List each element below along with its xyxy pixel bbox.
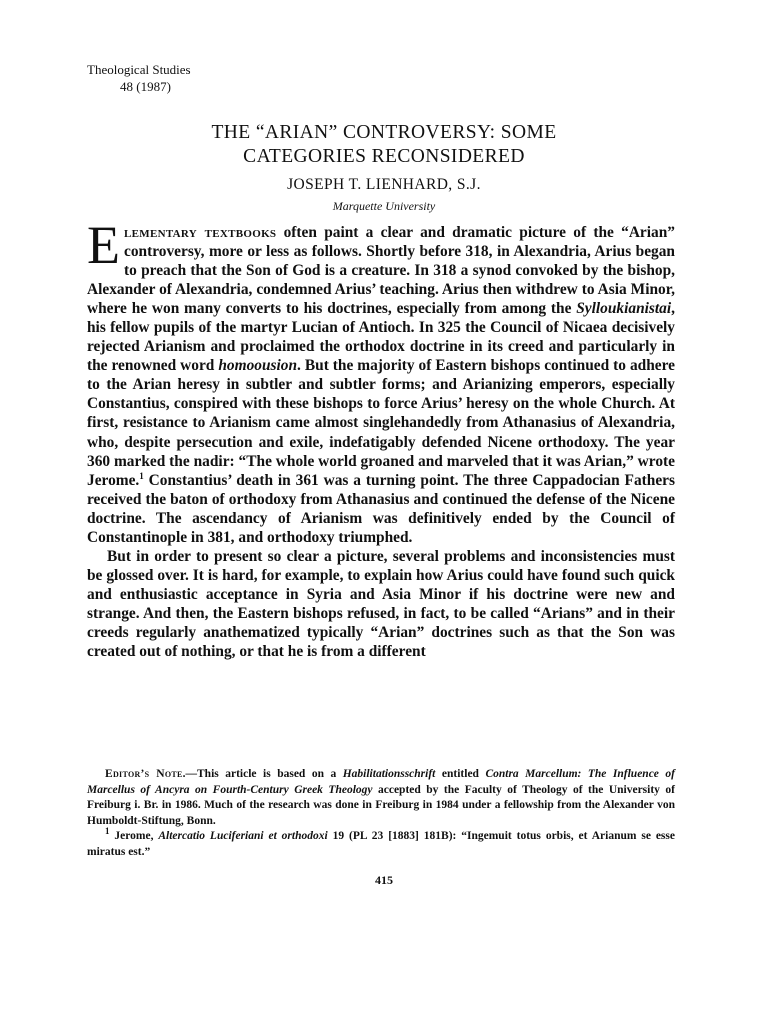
footnote-1-number: 1 [105, 826, 110, 837]
editors-note-text-b: entitled [435, 768, 486, 780]
editors-note-habil: Habilitationsschrift [342, 768, 436, 780]
author-affiliation: Marquette University [332, 199, 436, 213]
footnote-1 [87, 826, 675, 860]
editors-note-label: Editor’s Note [105, 768, 183, 780]
article-title [0, 121, 768, 169]
paragraph-2: But in order to present so clear a picture, several problems and inconsistencies must be glossed over. It is hard, for example, to explain how Arius could have found such quick and enthusiastic acceptance in Syria and Asia Minor if his doctrine were new and strange. And then, the Eastern bishops refused, in fact, to be called “Arians” and in their creeds regularly anathematized typically “Arian” doctrines such as that the Son was created out of nothing, or that he is from a different [87, 547, 675, 661]
footnote-1-work: Altercatio Luciferiani et orthodoxi [158, 830, 328, 842]
editors-note-title: Contra Marcellum: The Influence of Marcellus of Ancyra on Fourth-Century Greek Theology [87, 768, 675, 796]
term-sylloukianistai: Sylloukianistai [576, 300, 672, 318]
journal-name: Theological Studies [87, 62, 191, 77]
title-line-2: CATEGORIES RECONSIDERED [243, 146, 525, 167]
paragraph-1-text-b: , his fellow pupils of the martyr Lucian of Antioch. In 325 the Council of Nicaea decisively rejected Arianism and proclaimed the orthodox doctrine in its creed and particularly in the renowned word [87, 300, 675, 375]
author-name: JOSEPH T. LIENHARD, S.J. [287, 176, 481, 193]
paragraph-1-text-a: often paint a clear and dramatic picture of the “Arian” controversy, more or less as follows. Shortly before 318, in Alexandria, Arius began to preach that the Son of God is a creature. In 318 a synod convoked by the bishop, Alexander of Alexandria, condemned Arius’ teaching. Arius then withdrew to Asia Minor, where he won many converts to his doctrines, especially from among the [87, 224, 675, 318]
opening-words: lementary textbooks [124, 224, 277, 241]
footnote-1-text-a: Jerome, [109, 830, 159, 842]
title-line-1: THE “ARIAN” CONTROVERSY: SOME [211, 122, 557, 143]
editors-note [87, 767, 675, 829]
term-homoousion: homoousion [218, 357, 298, 375]
journal-header [87, 61, 191, 95]
page-number: 415 [375, 873, 393, 887]
journal-volume: 48 (1987) [120, 79, 171, 94]
editors-note-text-c: accepted by the Faculty of Theology of the University of Freiburg i. Br. in 1986. Much of the research was done in Freiburg in 1984 under a fellowship from the Alexander von Humboldt-Stiftung, Bonn. [87, 783, 675, 827]
drop-cap: E [87, 215, 120, 275]
footnote-ref-1: 1 [139, 470, 144, 481]
footnotes [87, 767, 675, 860]
paragraph-1-text-c: . But the majority of Eastern bishops continued to adhere to the Arian heresy in subtler and subtler forms; and Arianizing emperors, especially Constantius, conspired with these bishops to force Arius’ heresy on the whole Church. At first, resistance to Arianism came almost singlehandedly from Athanasius of Alexandria, who, despite persecution and exile, indefatigably defended Nicene orthodoxy. The year 360 marked the nadir: “The whole world groaned and marveled that it was Arian,” wrote Jerome. [87, 357, 675, 489]
paragraph-1 [87, 215, 675, 547]
editors-note-text-a: .—This article is based on a [182, 768, 343, 780]
article-body [87, 215, 675, 661]
footnote-1-text-b: 19 (PL 23 [1883] 181B): “Ingemuit totus orbis, et Arianum se esse miratus est.” [87, 830, 675, 858]
paragraph-1-text-d: Constantius’ death in 361 was a turning point. The three Cappadocian Fathers received the baton of orthodoxy from Athanasius and continued the defense of the Nicene doctrine. The ascendancy of Arianism was definitively ended by the Council of Constantinople in 381, and orthodoxy triumphed. [87, 471, 675, 546]
